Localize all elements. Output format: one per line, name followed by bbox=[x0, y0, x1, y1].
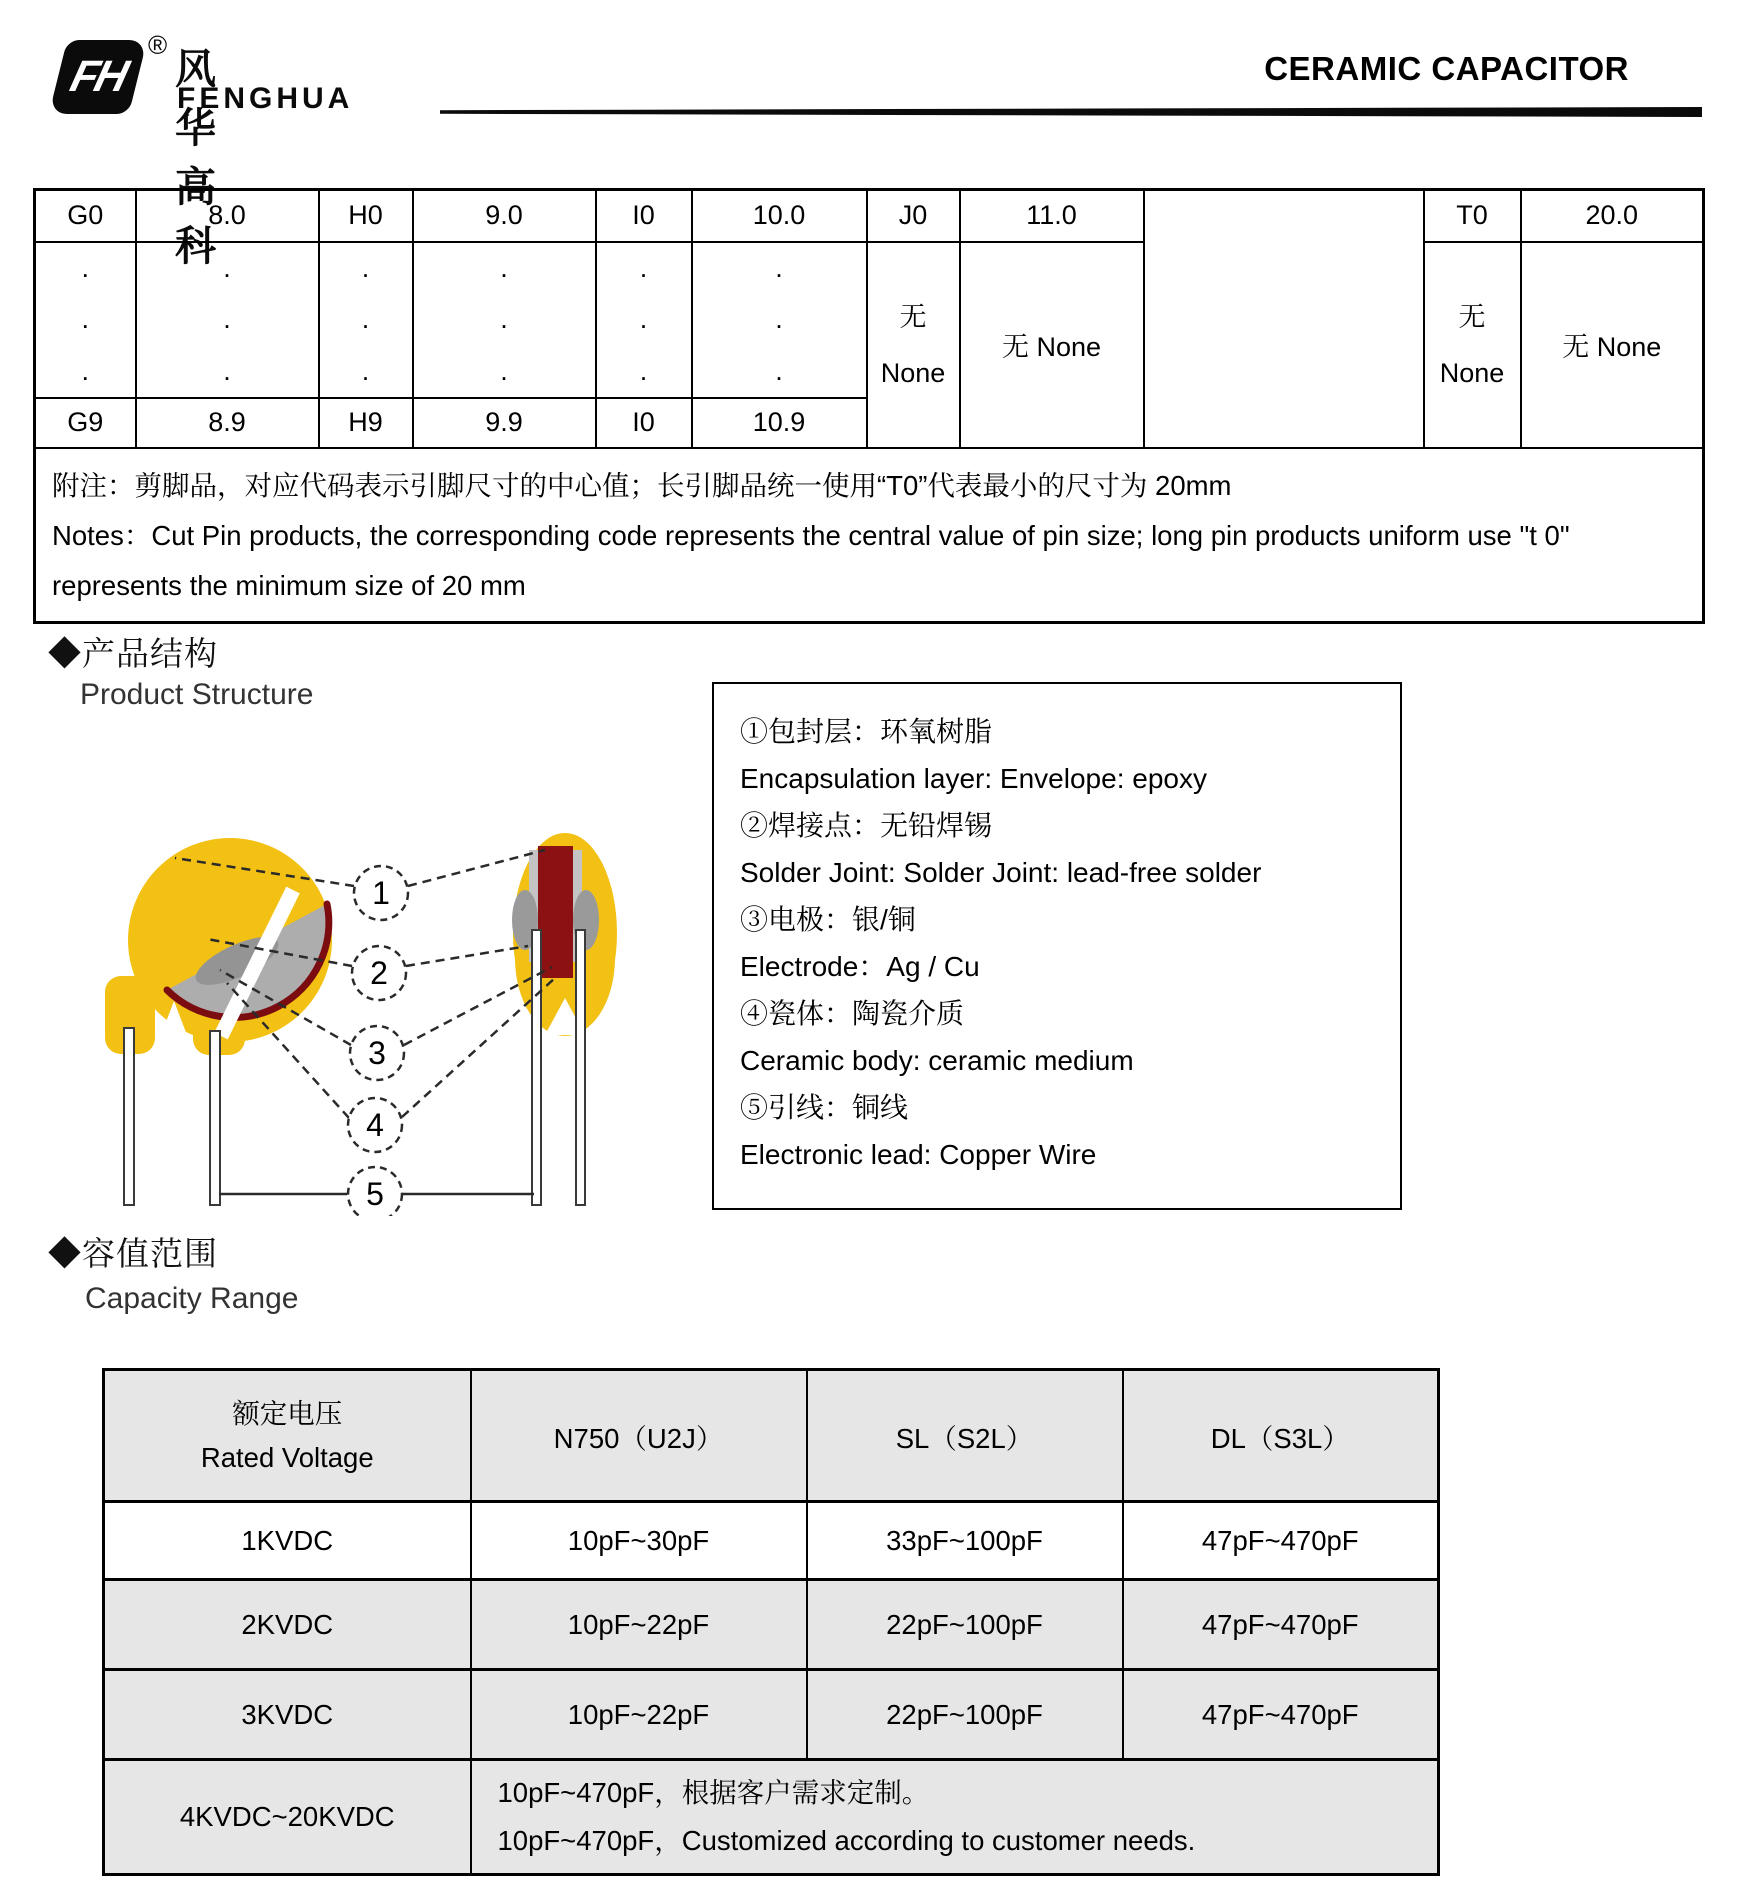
legend-line-2-cn: ②焊接点：无铅焊锡 bbox=[740, 810, 993, 841]
voltage-cell: 1KVDC bbox=[104, 1502, 471, 1580]
legend-line-5-en: Electronic lead: Copper Wire bbox=[740, 1139, 1097, 1170]
note-line-en-1: Notes：Cut Pin products, the corresponding code represents the central value of pin size; long pin products uniform use "t 0" bbox=[52, 519, 1570, 551]
pin-code-cell: H0 bbox=[319, 190, 413, 242]
dot-cell: . bbox=[136, 346, 319, 398]
capacity-row-4kvdc-20kvdc bbox=[104, 1760, 1439, 1875]
range-cell: 10pF~22pF bbox=[471, 1670, 807, 1760]
legend-line-2-en: Solder Joint: Solder Joint: lead-free solder bbox=[740, 857, 1262, 888]
capacitor-structure-diagram bbox=[55, 798, 700, 1216]
pin-size-cell: 9.9 bbox=[413, 398, 596, 448]
left-capacitor-illustration bbox=[105, 838, 332, 1205]
capacity-table-header-row bbox=[104, 1370, 1439, 1502]
pin-size-cell: 20.0 bbox=[1521, 190, 1704, 242]
page-title: CERAMIC CAPACITOR bbox=[1264, 50, 1629, 87]
legend-line-1-cn: ①包封层：环氧树脂 bbox=[740, 716, 993, 747]
dot-cell: . bbox=[692, 242, 867, 294]
dot-cell: . bbox=[319, 242, 413, 294]
none-cell-stacked bbox=[867, 242, 960, 448]
dot-cell: . bbox=[35, 346, 136, 398]
legend-line-4-cn: ④瓷体：陶瓷介质 bbox=[740, 998, 965, 1029]
note-line-en-2: represents the minimum size of 20 mm bbox=[52, 569, 526, 601]
pin-code-cell: I0 bbox=[596, 190, 692, 242]
pin-size-cell: 8.9 bbox=[136, 398, 319, 448]
rated-voltage-en: Rated Voltage bbox=[200, 1441, 374, 1473]
structure-legend-box bbox=[712, 682, 1402, 1210]
dot-cell: . bbox=[319, 346, 413, 398]
dot-cell: . bbox=[692, 294, 867, 346]
none-en: None bbox=[1439, 357, 1505, 388]
none-cell-inline: 无 None bbox=[1521, 242, 1704, 448]
capacity-row-3kvdc bbox=[104, 1670, 1439, 1760]
section-heading-capacity-range-en: Capacity Range bbox=[85, 1282, 299, 1315]
customized-line-cn: 10pF~470pF，根据客户需求定制。 bbox=[497, 1777, 930, 1808]
pin-code-cell: I0 bbox=[596, 398, 692, 448]
pin-table-notes-row bbox=[35, 448, 1704, 623]
empty-column-cell bbox=[1144, 190, 1424, 448]
none-cn: 无 bbox=[899, 301, 927, 332]
lead-wire bbox=[576, 930, 585, 1205]
callout-number-4: 4 bbox=[366, 1107, 384, 1143]
dot-cell: . bbox=[692, 346, 867, 398]
customized-line-en: 10pF~470pF，Customized according to customer needs. bbox=[497, 1825, 1196, 1856]
section-heading-product-structure-en: Product Structure bbox=[80, 678, 314, 711]
none-cn: 无 bbox=[1458, 301, 1486, 332]
callout-number-3: 3 bbox=[368, 1035, 386, 1071]
capacity-row-2kvdc bbox=[104, 1580, 1439, 1670]
none-cell-inline: 无 None bbox=[960, 242, 1144, 448]
pin-code-cell: J0 bbox=[867, 190, 960, 242]
lead-wire bbox=[210, 1031, 220, 1205]
dot-cell: . bbox=[596, 242, 692, 294]
callout-number-2: 2 bbox=[370, 955, 388, 991]
section-heading-product-structure-cn: ◆产品结构 bbox=[48, 635, 218, 672]
dot-cell: . bbox=[136, 242, 319, 294]
pin-table-dots-row bbox=[35, 242, 1704, 294]
pin-code-cell: G0 bbox=[35, 190, 136, 242]
column-header-sl: SL（S2L） bbox=[807, 1370, 1123, 1502]
right-capacitor-illustration bbox=[512, 833, 617, 1205]
callout-number-1: 1 bbox=[372, 875, 390, 911]
range-cell: 47pF~470pF bbox=[1123, 1670, 1439, 1760]
range-cell: 22pF~100pF bbox=[807, 1670, 1123, 1760]
dot-cell: . bbox=[413, 294, 596, 346]
registered-trademark-icon: ® bbox=[148, 30, 168, 60]
pin-code-table bbox=[33, 188, 1705, 624]
dot-cell: . bbox=[596, 294, 692, 346]
capacity-row-1kvdc bbox=[104, 1502, 1439, 1580]
legend-line-5-cn: ⑤引线：铜线 bbox=[740, 1092, 909, 1123]
pin-table-header-row bbox=[35, 190, 1704, 242]
legend-line-3-cn: ③电极：银/铜 bbox=[740, 904, 916, 935]
pin-size-cell: 10.0 bbox=[692, 190, 867, 242]
pin-size-cell: 9.0 bbox=[413, 190, 596, 242]
voltage-cell: 4KVDC~20KVDC bbox=[104, 1760, 471, 1875]
dot-cell: . bbox=[413, 242, 596, 294]
note-line-cn: 附注：剪脚品，对应代码表示引脚尺寸的中心值；长引脚品统一使用“T0”代表最小的尺寸为 20mm bbox=[52, 469, 1232, 501]
range-cell: 10pF~22pF bbox=[471, 1580, 807, 1670]
fenghua-logo-icon bbox=[49, 40, 147, 114]
pin-code-cell: H9 bbox=[319, 398, 413, 448]
pin-size-cell: 10.9 bbox=[692, 398, 867, 448]
voltage-cell: 2KVDC bbox=[104, 1580, 471, 1670]
range-cell: 33pF~100pF bbox=[807, 1502, 1123, 1580]
logo-mark-letters: FH bbox=[65, 52, 131, 101]
range-cell: 10pF~30pF bbox=[471, 1502, 807, 1580]
callout-number-5: 5 bbox=[366, 1176, 384, 1212]
dot-cell: . bbox=[596, 346, 692, 398]
dot-cell: . bbox=[136, 294, 319, 346]
column-header-n750: N750（U2J） bbox=[471, 1370, 807, 1502]
pin-code-cell: T0 bbox=[1424, 190, 1521, 242]
section-heading-capacity-range-cn: ◆容值范围 bbox=[48, 1235, 218, 1272]
customized-range-cell bbox=[471, 1760, 1439, 1875]
legend-line-1-en: Encapsulation layer: Envelope: epoxy bbox=[740, 763, 1207, 794]
pin-size-cell: 8.0 bbox=[136, 190, 319, 242]
column-header-dl: DL（S3L） bbox=[1123, 1370, 1439, 1502]
ceramic-disc-side bbox=[538, 846, 573, 978]
logo-company-name-cn: 风华高科 bbox=[175, 46, 217, 269]
lead-wire bbox=[532, 930, 541, 1205]
header-rule bbox=[440, 107, 1702, 117]
pin-size-cell: 11.0 bbox=[960, 190, 1144, 242]
legend-line-4-en: Ceramic body: ceramic medium bbox=[740, 1045, 1134, 1076]
dot-cell: . bbox=[35, 294, 136, 346]
rated-voltage-cn: 额定电压 bbox=[232, 1397, 343, 1429]
lead-wire bbox=[124, 1028, 134, 1205]
range-cell: 47pF~470pF bbox=[1123, 1502, 1439, 1580]
callout-line-2-right bbox=[406, 946, 528, 966]
range-cell: 47pF~470pF bbox=[1123, 1580, 1439, 1670]
pin-code-cell: G9 bbox=[35, 398, 136, 448]
voltage-cell: 3KVDC bbox=[104, 1670, 471, 1760]
dot-cell: . bbox=[413, 346, 596, 398]
dot-cell: . bbox=[319, 294, 413, 346]
legend-line-3-en: Electrode：Ag / Cu bbox=[740, 951, 980, 982]
capacity-range-table bbox=[102, 1368, 1440, 1876]
range-cell: 22pF~100pF bbox=[807, 1580, 1123, 1670]
dot-cell: . bbox=[35, 242, 136, 294]
column-header-rated-voltage bbox=[104, 1370, 471, 1502]
none-cell-stacked bbox=[1424, 242, 1521, 448]
logo-company-name-en: FENGHUA bbox=[177, 82, 354, 115]
callout-circles bbox=[348, 866, 408, 1216]
none-en: None bbox=[880, 357, 946, 388]
notes-cell bbox=[35, 448, 1704, 623]
